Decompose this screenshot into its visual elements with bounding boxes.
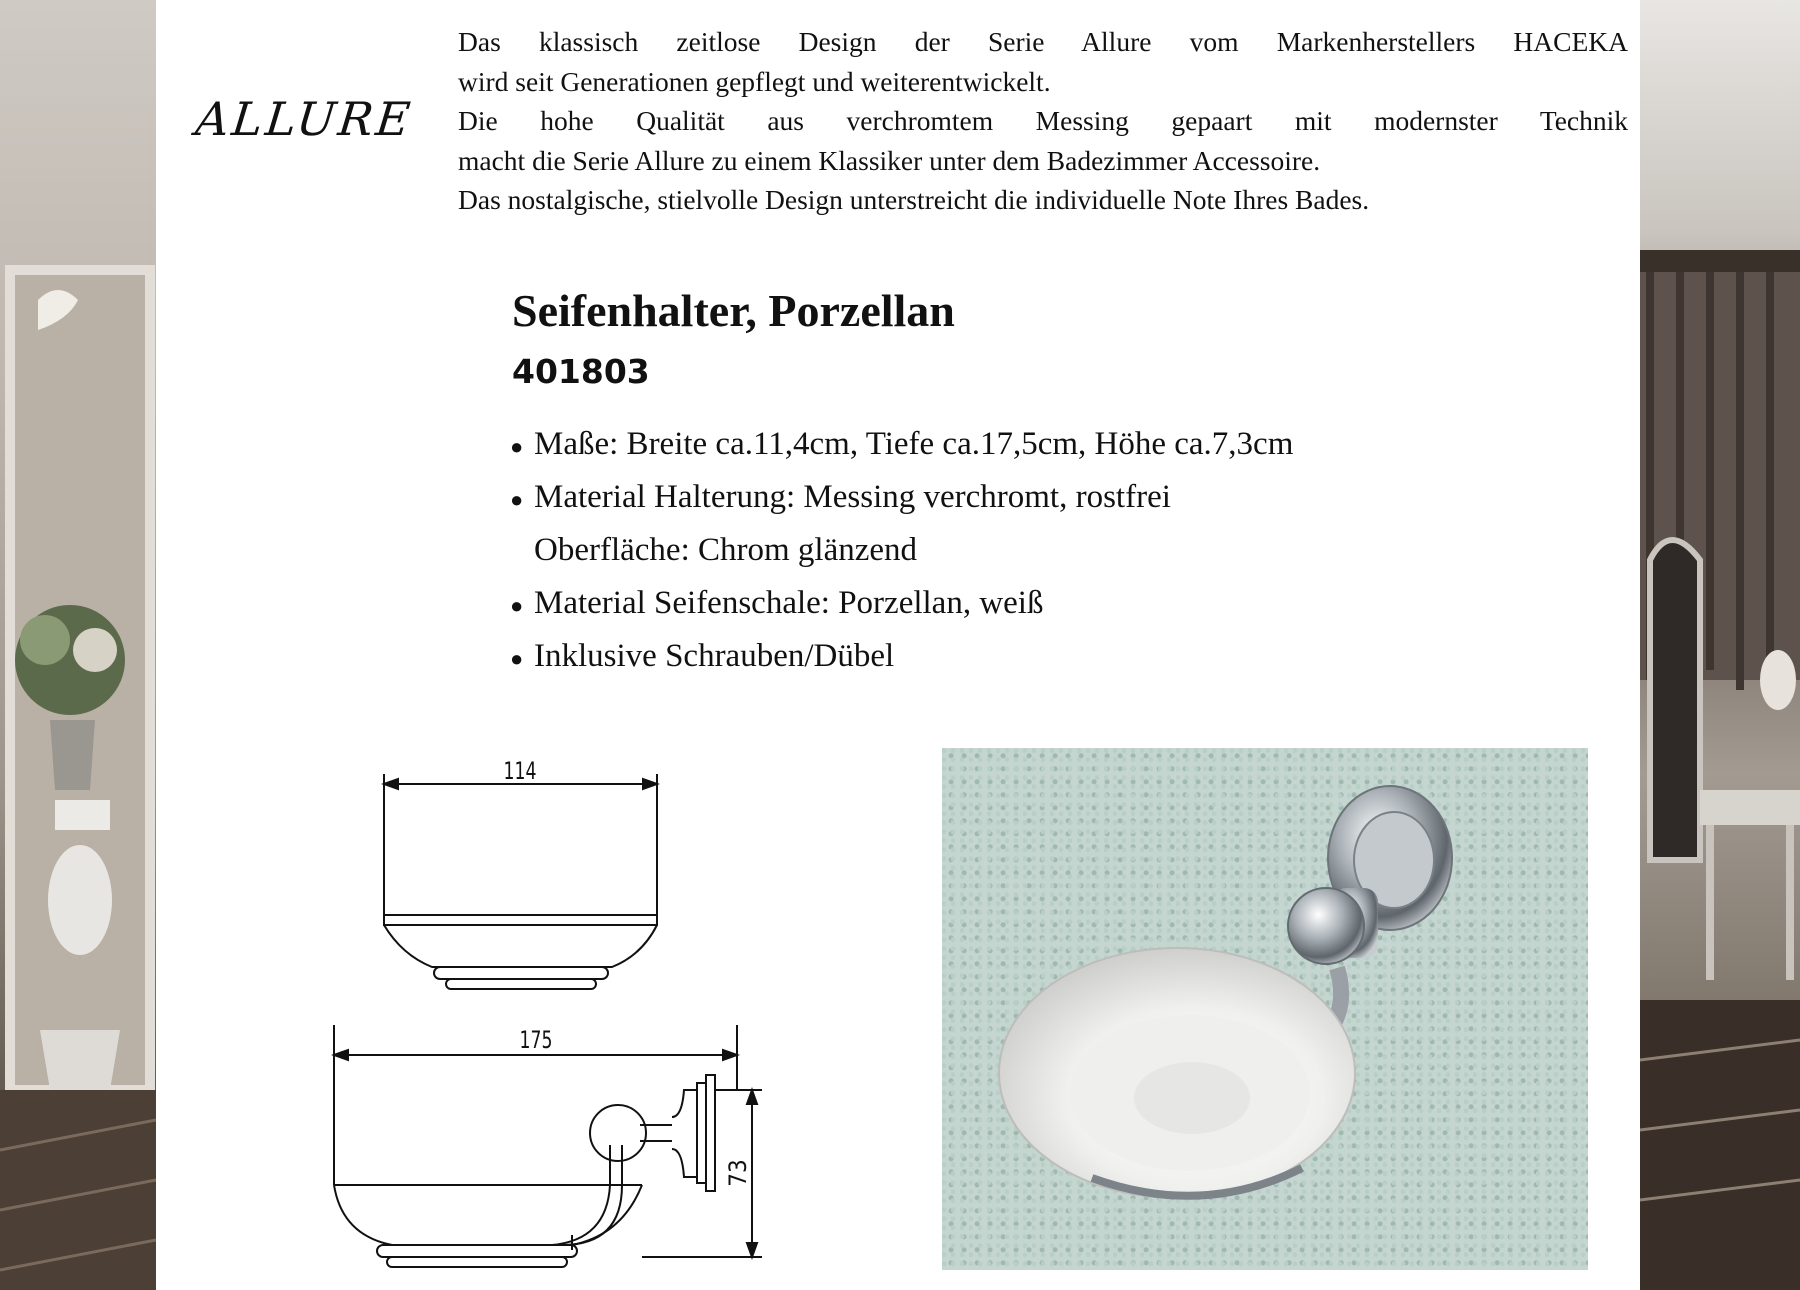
spec-text: Maße: Breite ca.11,4cm, Tiefe ca.17,5cm, Höhe ca.7,3cm (534, 426, 1294, 462)
bullet-icon: ● (510, 433, 524, 459)
dimension-label-depth: 175 (519, 1027, 553, 1055)
holder-knob (590, 1105, 646, 1161)
dish-foot (387, 1257, 567, 1267)
intro-line: wird seit Generationen gepflegt und weiterentwickelt. (458, 65, 1051, 97)
product-photo (942, 748, 1588, 1270)
wall-rosette (697, 1083, 706, 1183)
dish-foot (377, 1245, 577, 1257)
product-title: Seifenhalter, Porzellan (512, 285, 955, 336)
right-interior-illustration (1640, 0, 1800, 1290)
intro-line: Das nostalgische, stielvolle Design unterstreicht die individuelle Note Ihres Bades. (458, 184, 1370, 215)
spec-item (510, 471, 1293, 524)
dish-body (384, 925, 657, 967)
technical-drawing (322, 745, 842, 1280)
holder-arm (552, 1145, 610, 1245)
dish-foot (446, 979, 596, 989)
allure-logo: ALLURE (193, 92, 416, 146)
dish-foot (434, 967, 608, 979)
intro-line: Die hohe Qualität aus verchromtem Messing gepaart mit modernster Technik (458, 105, 1628, 136)
product-sheet (156, 0, 1640, 1290)
porcelain-dish (1134, 1062, 1250, 1134)
spec-text: Oberfläche: Chrom glänzend (534, 532, 918, 568)
intro-line: macht die Serie Allure zu einem Klassiker unter dem Badezimmer Accessoire. (458, 144, 1321, 176)
spec-text: Material Seifenschale: Porzellan, weiß (534, 585, 1044, 621)
intro-text (458, 22, 1628, 220)
bullet-icon: ● (510, 486, 524, 512)
spec-item (510, 577, 1293, 630)
spec-item (510, 418, 1293, 471)
dish-side (334, 1185, 642, 1245)
spec-text: Inklusive Schrauben/Dübel (534, 638, 895, 674)
left-interior-photo (0, 0, 156, 1290)
holder-knob (1288, 888, 1364, 964)
dimension-label-height: 73 (724, 1159, 752, 1187)
bullet-icon: ● (510, 592, 524, 618)
wall-rosette (672, 1090, 697, 1177)
spec-text: Material Halterung: Messing verchromt, rostfrei (534, 479, 1171, 515)
spec-item (510, 524, 1293, 577)
dimension-label-width: 114 (503, 758, 537, 786)
technical-drawing-svg (322, 745, 842, 1275)
right-interior-photo (1640, 0, 1800, 1290)
left-interior-illustration (0, 0, 156, 1290)
product-code: 401803 (512, 352, 650, 391)
spec-item (510, 630, 1293, 683)
spec-list (510, 418, 1293, 683)
bullet-icon: ● (510, 645, 524, 671)
soap-dish-photo (942, 748, 1588, 1270)
intro-line: Das klassisch zeitlose Design der Serie Allure vom Markenherstellers HACEKA (458, 26, 1628, 57)
wall-rosette (706, 1075, 715, 1191)
dish-rim (384, 915, 657, 925)
